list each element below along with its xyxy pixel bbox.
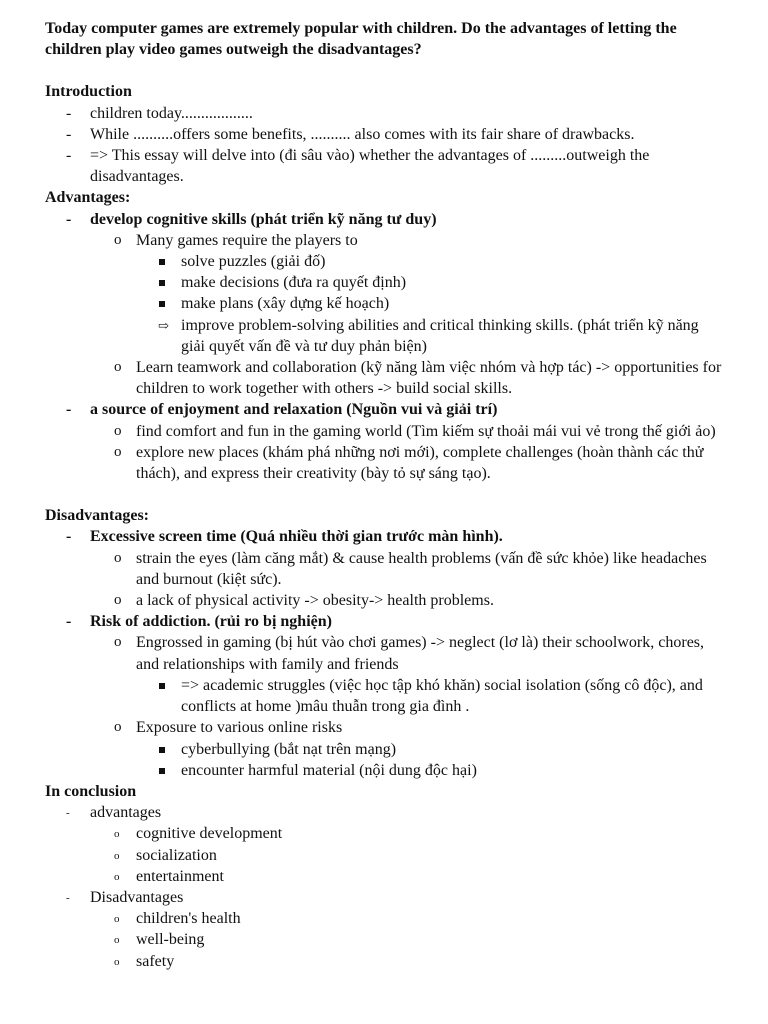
bullet-item: encounter harmful material (nội dung độc hại)	[45, 760, 725, 781]
square-bullet-icon	[159, 301, 165, 307]
list-item: o well-being	[114, 931, 205, 949]
conclusion-item: - advantages	[66, 804, 162, 822]
conclusion-heading: In conclusion	[45, 782, 137, 800]
bullet-item: make plans (xây dựng kế hoạch)	[45, 293, 725, 314]
document-page	[45, 18, 725, 972]
intro-item: - => This essay will delve into (đi sâu vào) whether the advantages of .........outweigh the disadvantages.	[66, 147, 650, 186]
square-bullet-icon	[159, 683, 165, 689]
square-bullet-icon	[159, 747, 165, 753]
bullet-item: solve puzzles (giải đố)	[45, 251, 725, 272]
list-item: o cognitive development	[114, 825, 283, 843]
advantages-heading: Advantages:	[45, 189, 131, 207]
conclusion-item: - Disadvantages	[66, 888, 184, 906]
bullet-item: => academic struggles (việc học tập khó khăn) social isolation (sống cô độc), and conflicts at home )mâu thuẫn trong gia đình .	[45, 675, 725, 717]
list-item: o entertainment	[114, 867, 224, 885]
sub-item: o Learn teamwork and collaboration (kỹ năng làm việc nhóm và hợp tác) -> opportunities for children to work together with others -> build social skills.	[114, 359, 722, 398]
introduction-heading: Introduction	[45, 83, 132, 101]
intro-item: - While ..........offers some benefits, .......... also comes with its fair share of drawbacks.	[66, 125, 635, 143]
intro-item: - children today..................	[66, 104, 253, 122]
list-item: o children's health	[114, 910, 241, 928]
arrow-item: ⇨ improve problem-solving abilities and critical thinking skills. (phát triển kỹ năng giải quyết vấn đề và tư duy phản biện)	[158, 316, 699, 355]
advantage-point-cognitive: - develop cognitive skills (phát triển kỹ năng tư duy)	[66, 210, 437, 228]
bullet-item: make decisions (đưa ra quyết định)	[45, 272, 725, 293]
sub-item: o a lack of physical activity -> obesity-> health problems.	[114, 592, 494, 610]
arrow-right-icon: ⇨	[158, 317, 169, 333]
sub-item: o strain the eyes (làm căng mắt) & cause health problems (vấn đề sức khỏe) like headaches and burnout (kiệt sức).	[114, 549, 707, 588]
disadvantage-point-addiction: - Risk of addiction. (rủi ro bị nghiện)	[66, 613, 332, 631]
bullet-item: cyberbullying (bắt nạt trên mạng)	[45, 739, 725, 760]
sub-item: o Many games require the players to	[114, 231, 358, 249]
sub-item: o Engrossed in gaming (bị hút vào chơi games) -> neglect (lơ là) their schoolwork, chores, and relationships with family and friends	[114, 634, 705, 673]
square-bullet-icon	[159, 259, 165, 265]
sub-item: o explore new places (khám phá những nơi mới), complete challenges (hoàn thành các thử thách), and express their creativity (bày tỏ sự sáng tạo).	[114, 443, 704, 483]
essay-title: Today computer games are extremely popular with children. Do the advantages of letting the children play video games outweigh the disadvantages?	[45, 20, 677, 59]
list-item: o socialization	[114, 846, 217, 864]
square-bullet-icon	[159, 280, 165, 286]
sub-item: o find comfort and fun in the gaming world (Tìm kiếm sự thoải mái vui vẻ trong thế giới ảo)	[114, 422, 716, 440]
sub-item: o Exposure to various online risks	[114, 719, 343, 737]
disadvantages-heading: Disadvantages:	[45, 507, 150, 525]
square-bullet-icon	[159, 768, 165, 774]
disadvantage-point-screen-time: - Excessive screen time (Quá nhiều thời gian trước màn hình).	[66, 528, 503, 546]
advantage-point-enjoyment: - a source of enjoyment and relaxation (Nguồn vui và giải trí)	[66, 401, 498, 419]
list-item: o safety	[114, 952, 175, 970]
